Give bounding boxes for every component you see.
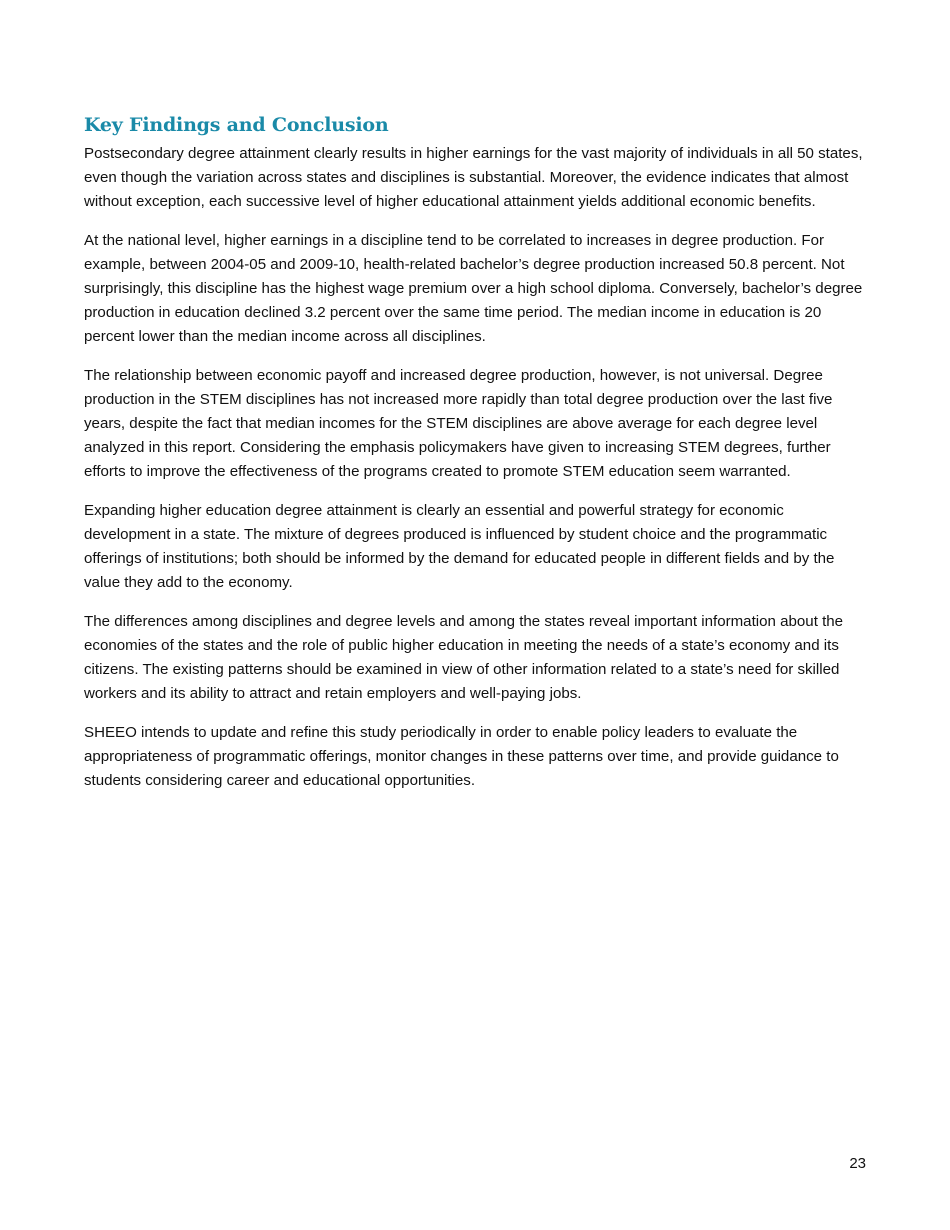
page-number: 23 <box>849 1155 866 1172</box>
paragraph: The relationship between economic payoff and increased degree production, however, is not universal. Degree production in the STEM disciplines has not increased more rapidly than total degree production over the last five years, despite the fact that median incomes for the STEM disciplines are above average for each degree level analyzed in this report. Considering the emphasis policymakers have given to increasing STEM degrees, further efforts to improve the effectiveness of the programs created to promote STEM education seem warranted. <box>84 367 833 480</box>
section-heading: Key Findings and Conclusion <box>84 114 389 136</box>
paragraph: Expanding higher education degree attainment is clearly an essential and powerful strategy for economic development in a state. The mixture of degrees produced is influenced by student choice and the programmatic offerings of institutions; both should be informed by the demand for educated people in different fields and by the value they add to the economy. <box>84 502 835 591</box>
paragraph: At the national level, higher earnings in a discipline tend to be correlated to increases in degree production. For example, between 2004-05 and 2009-10, health-related bachelor’s degree production increased 50.8 percent. Not surprisingly, this discipline has the highest wage premium over a high school diploma. Conversely, bachelor’s degree production in education declined 3.2 percent over the same time period. The median income in education is 20 percent lower than the median income across all disciplines. <box>84 232 863 345</box>
paragraph: Postsecondary degree attainment clearly results in higher earnings for the vast majority of individuals in all 50 states, even though the variation across states and disciplines is substantial. Moreover, the evidence indicates that almost without exception, each successive level of higher educational attainment yields additional economic benefits. <box>84 145 863 210</box>
paragraph: The differences among disciplines and degree levels and among the states reveal important information about the economies of the states and the role of public higher education in meeting the needs of a state’s economy and its citizens. The existing patterns should be examined in view of other information related to a state’s need for skilled workers and its ability to attract and retain employers and well-paying jobs. <box>84 613 844 702</box>
page-content <box>84 112 870 808</box>
paragraph: SHEEO intends to update and refine this study periodically in order to enable policy leaders to evaluate the appropriateness of programmatic offerings, monitor changes in these patterns over time, and provide guidance to students considering career and educational opportunities. <box>84 724 839 789</box>
